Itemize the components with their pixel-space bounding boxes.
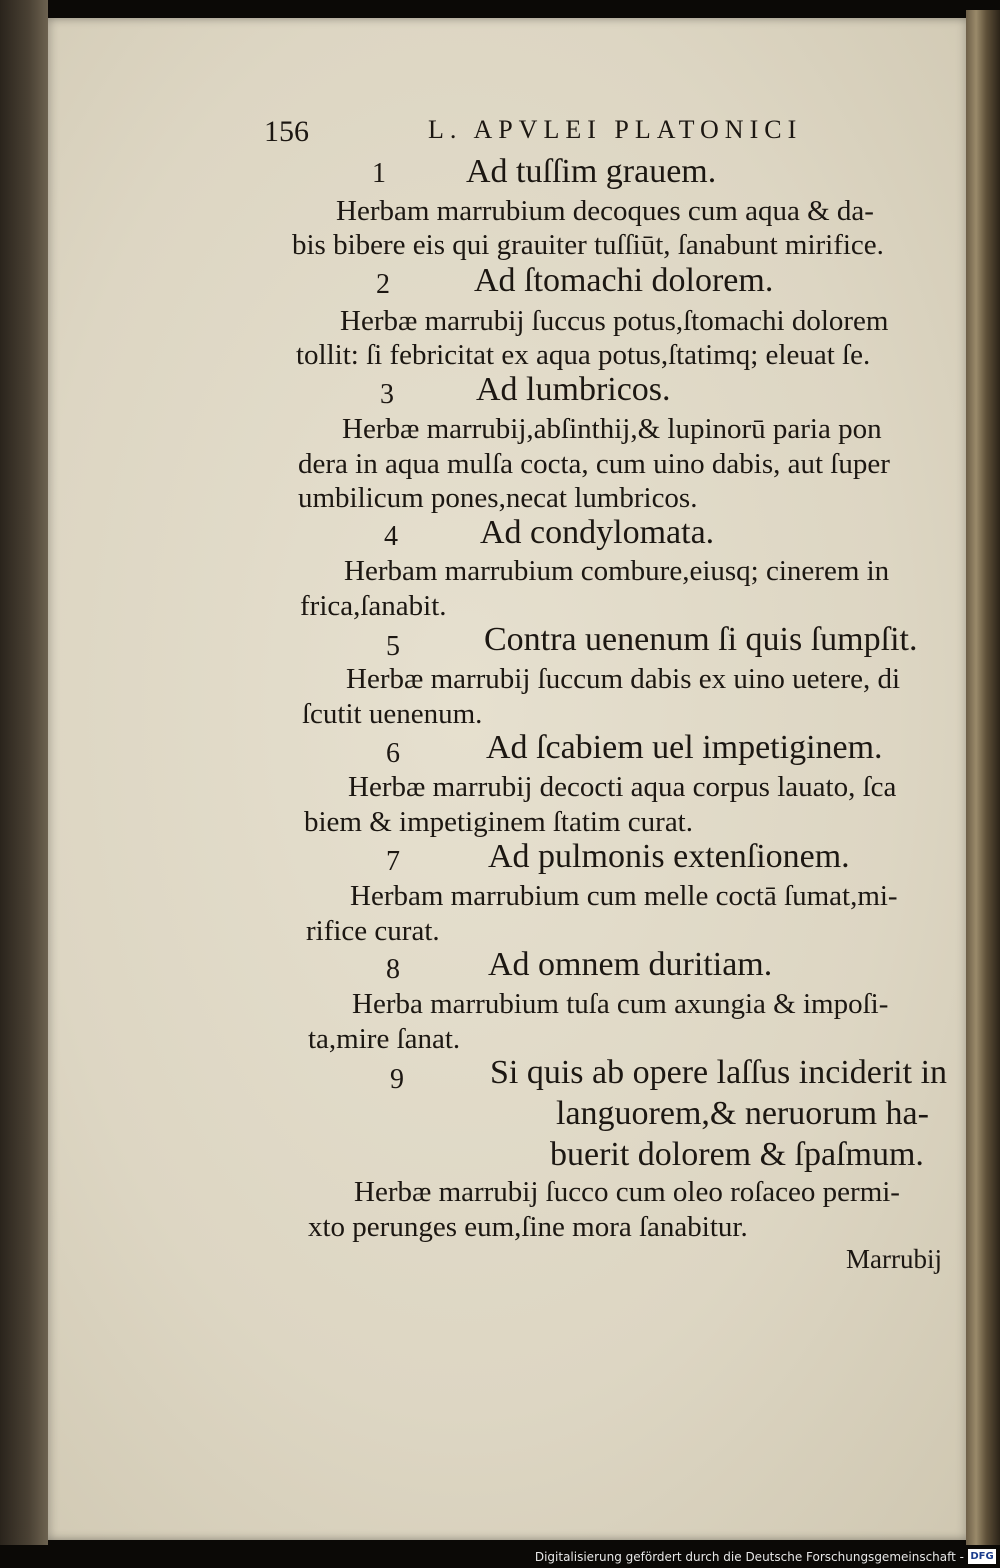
body-line: Herba marrubium tuſa cum axungia & impoſi- <box>352 988 889 1020</box>
body-line: frica,ſanabit. <box>300 590 447 622</box>
body-line: rifice curat. <box>306 915 440 947</box>
body-line: dera in aqua mulſa cocta, cum uino dabis, aut ſuper <box>298 448 890 480</box>
section-number: 9 <box>390 1064 404 1095</box>
section-heading: Contra uenenum ſi quis ſumpſit. <box>484 621 918 658</box>
body-line: tollit: ſi febricitat ex aqua potus,ſtatimq; eleuat ſe. <box>296 339 871 371</box>
section-heading: Ad omnem duritiam. <box>488 946 773 983</box>
body-line: Herbæ marrubij,abſinthij,& lupinorū paria pon <box>342 413 882 445</box>
running-head: L. APVLEI PLATONICI <box>428 115 803 144</box>
digitization-credit: Digitalisierung gefördert durch die Deutsche Forschungsgemeinschaft - <box>534 1550 964 1564</box>
section-heading: languorem,& neruorum ha- <box>556 1095 929 1132</box>
section-heading: Ad ſtomachi dolorem. <box>474 262 774 299</box>
dfg-logo: DFG <box>968 1549 996 1564</box>
catchword: Marrubij <box>846 1244 942 1274</box>
page-number: 156 <box>264 115 309 148</box>
body-line: Herbam marrubium combure,eiusq; cinerem in <box>344 555 890 587</box>
section-number: 7 <box>386 846 400 877</box>
body-line: bis bibere eis qui grauiter tuſſiūt, ſanabunt mirifice. <box>292 229 884 261</box>
section-heading: Si quis ab opere laſſus inciderit in <box>490 1054 948 1091</box>
section-heading: buerit dolorem & ſpaſmum. <box>550 1136 924 1173</box>
section-number: 3 <box>380 379 394 410</box>
section-number: 6 <box>386 738 400 769</box>
section-heading: Ad lumbricos. <box>476 371 671 408</box>
body-line: Herbam marrubium cum melle coctā ſumat,mi- <box>350 880 898 912</box>
section-number: 8 <box>386 954 400 985</box>
body-line: Herbæ marrubij ſuccus potus,ſtomachi dolorem <box>340 305 889 337</box>
section-number: 2 <box>376 269 390 300</box>
body-line: xto perunges eum,ſine mora ſanabitur. <box>308 1211 748 1243</box>
section-number: 1 <box>372 158 386 189</box>
section-heading: Ad ſcabiem uel impetiginem. <box>486 729 883 766</box>
body-line: umbilicum pones,necat lumbricos. <box>298 482 698 514</box>
body-line: Herbæ marrubij ſuccum dabis ex uino uetere, di <box>346 663 901 695</box>
page-edge-right <box>966 10 1000 1545</box>
section-heading: Ad tuſſim grauem. <box>466 153 717 190</box>
section-number: 4 <box>384 521 398 552</box>
body-line: biem & impetiginem ſtatim curat. <box>304 806 693 838</box>
body-line: ta,mire ſanat. <box>308 1023 461 1055</box>
body-line: ſcutit uenenum. <box>302 698 483 730</box>
body-line: Herbæ marrubij decocti aqua corpus lauato, ſca <box>348 771 897 803</box>
body-line: Herbæ marrubij ſucco cum oleo roſaceo permi- <box>354 1176 900 1208</box>
body-line: Herbam marrubium decoques cum aqua & da- <box>336 195 874 227</box>
section-number: 5 <box>386 631 400 662</box>
section-heading: Ad condylomata. <box>480 514 715 551</box>
book-spine-left <box>0 0 48 1545</box>
section-heading: Ad pulmonis extenſionem. <box>488 838 850 875</box>
